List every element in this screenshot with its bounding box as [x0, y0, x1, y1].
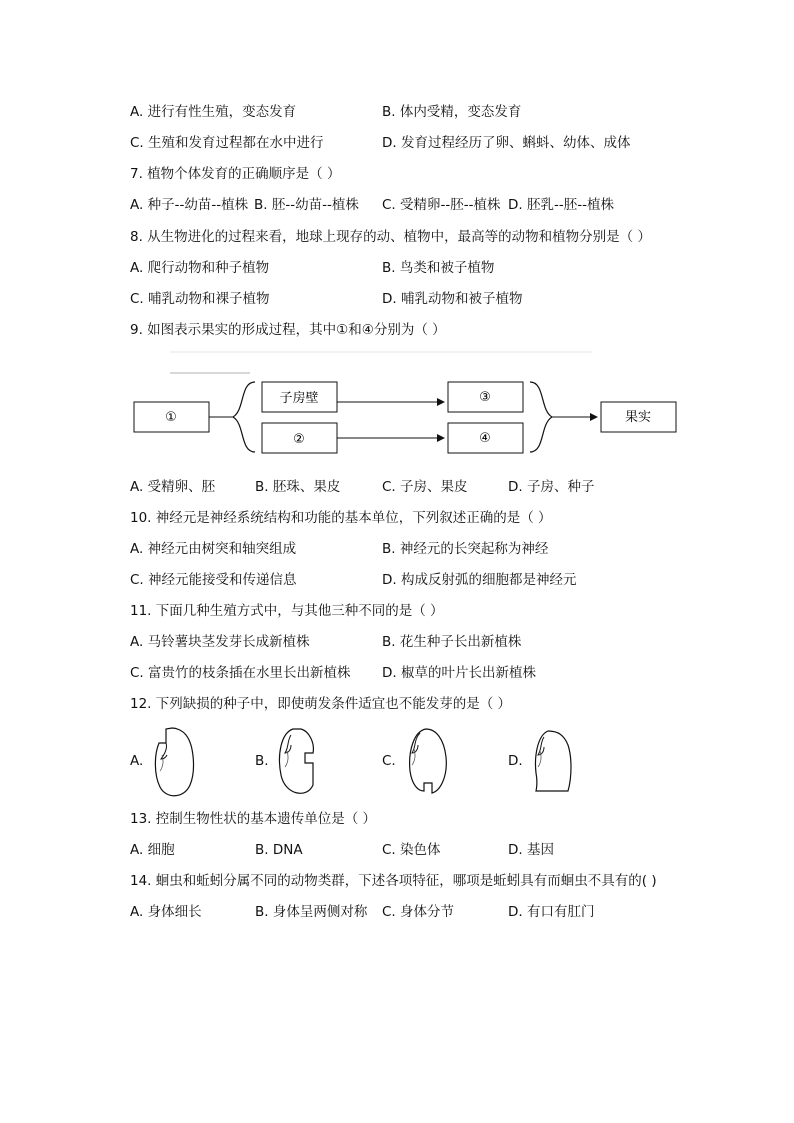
q14-option-a: A. 身体细长: [130, 904, 202, 920]
q13-option-d: D. 基因: [508, 842, 554, 858]
q8-stem: 8. 从生物进化的过程来看，地球上现存的动、植物中，最高等的动物和植物分别是（ ）: [130, 229, 651, 245]
q10-stem: 10. 神经元是神经系统结构和功能的基本单位，下列叙述正确的是（ ）: [130, 510, 552, 526]
q13-stem: 13. 控制生物性状的基本遗传单位是（ ）: [130, 811, 377, 827]
q9-stem: 9. 如图表示果实的形成过程，其中①和④分别为（ ）: [130, 322, 446, 338]
seed-d-image: [530, 725, 576, 800]
q14-option-b: B. 身体呈两侧对称: [255, 904, 368, 920]
q13-option-a: A. 细胞: [130, 842, 175, 858]
seed-a-image: [152, 725, 196, 800]
q10-option-c: C. 神经元能接受和传递信息: [130, 572, 297, 588]
q13-option-c: C. 染色体: [382, 842, 441, 858]
q7-option-c: C. 受精卵--胚--植株: [382, 197, 501, 213]
q8-option-c: C. 哺乳动物和裸子植物: [130, 291, 270, 307]
q11-option-b: B. 花生种子长出新植株: [382, 634, 522, 650]
diagram-box-2-label: ②: [293, 432, 305, 447]
q11-option-d: D. 椒草的叶片长出新植株: [382, 665, 536, 681]
seed-c-image: [406, 725, 452, 800]
seed-b-image: [275, 725, 323, 800]
q7-option-b: B. 胚--幼苗--植株: [254, 197, 359, 213]
q9-option-b: B. 胚珠、果皮: [255, 479, 341, 495]
seed-options: [130, 725, 630, 800]
seed-option-a: [130, 725, 250, 800]
diagram-box-3-label: ③: [479, 390, 491, 405]
q14-option-d: D. 有口有肛门: [508, 904, 595, 920]
q6-option-d: D. 发育过程经历了卵、蝌蚪、幼体、成体: [382, 135, 631, 151]
q7-option-d: D. 胚乳--胚--植株: [508, 197, 614, 213]
diagram-box-4-label: ④: [479, 431, 491, 446]
q7-option-a: A. 种子--幼苗--植株: [130, 197, 249, 213]
q14-stem: 14. 蛔虫和蚯蚓分属不同的动物类群，下述各项特征，哪项是蚯蚓具有而蛔虫不具有的( ): [130, 873, 657, 889]
q7-stem: 7. 植物个体发育的正确顺序是（ ）: [130, 166, 341, 182]
diagram-box-ovary-wall-label: 子房壁: [279, 391, 319, 406]
seed-option-a-label: A.: [130, 753, 144, 769]
q6-option-b: B. 体内受精，变态发育: [382, 104, 522, 120]
q14-option-c: C. 身体分节: [382, 904, 455, 920]
diagram-box-fruit-label: 果实: [624, 410, 652, 425]
q8-option-a: A. 爬行动物和种子植物: [130, 260, 270, 276]
q11-stem: 11. 下面几种生殖方式中，与其他三种不同的是（ ）: [130, 603, 444, 619]
q9-option-a: A. 受精卵、胚: [130, 479, 216, 495]
diagram-right-brace: [530, 382, 552, 452]
q8-option-b: B. 鸟类和被子植物: [382, 260, 495, 276]
q12-stem: 12. 下列缺损的种子中，即使萌发条件适宜也不能发芽的是（ ）: [130, 696, 512, 712]
q11-option-c: C. 富贵竹的枝条插在水里长出新植株: [130, 665, 351, 681]
q13-option-b: B. DNA: [255, 842, 303, 858]
q10-option-a: A. 神经元由树突和轴突组成: [130, 541, 297, 557]
q10-option-b: B. 神经元的长突起称为神经: [382, 541, 549, 557]
seed-option-c-label: C.: [382, 753, 396, 769]
q6-option-c: C. 生殖和发育过程都在水中进行: [130, 135, 324, 151]
seed-option-c: [382, 725, 502, 800]
q8-option-d: D. 哺乳动物和被子植物: [382, 291, 523, 307]
seed-option-d: [508, 725, 628, 800]
seed-option-b: [255, 725, 375, 800]
seed-option-d-label: D.: [508, 753, 523, 769]
q11-option-a: A. 马铃薯块茎发芽长成新植株: [130, 634, 310, 650]
fruit-formation-diagram: [130, 350, 680, 460]
q9-option-c: C. 子房、果皮: [382, 479, 468, 495]
q6-option-a: A. 进行有性生殖，变态发育: [130, 104, 297, 120]
q10-option-d: D. 构成反射弧的细胞都是神经元: [382, 572, 577, 588]
diagram-left-brace: [233, 382, 255, 452]
q9-option-d: D. 子房、种子: [508, 479, 595, 495]
diagram-box-1-label: ①: [165, 410, 177, 425]
seed-option-b-label: B.: [255, 753, 269, 769]
